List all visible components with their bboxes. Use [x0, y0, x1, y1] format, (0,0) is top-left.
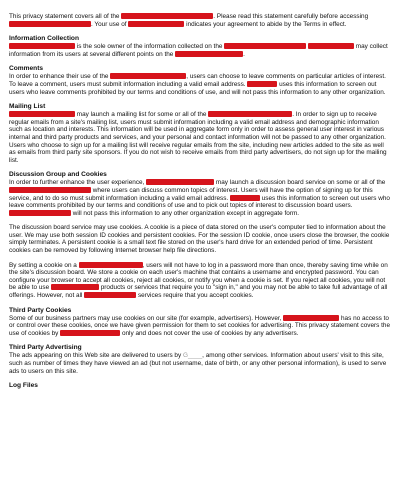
redaction-mark [230, 195, 260, 201]
redaction-mark [9, 187, 91, 193]
section-information-collection [9, 35, 390, 58]
redaction-mark [9, 43, 75, 49]
redaction-mark [146, 179, 214, 185]
cookies-paragraph [9, 224, 390, 254]
section-body: is the sole owner of the information collected on the may collect information from its users at several different points on the . [9, 43, 388, 58]
intro-paragraph [9, 13, 390, 28]
redaction-mark [128, 21, 184, 27]
section-third-party-cookies [9, 307, 390, 338]
section-body: The discussion board service may use cookies. A cookie is a piece of data stored on the user's computer tied to information about the user. We may use both session ID cookies and persistent cookies. For the session ID cookie, once users close the browser, the cookie simply terminates. A persistent cookie is a small text file stored on the user's hard drive for an extended period of time. Persistent cookies can be removed by following Internet browser help file directions. [9, 224, 390, 255]
redaction-mark [308, 43, 354, 49]
redaction-mark [84, 292, 136, 298]
section-body: The ads appearing on this Web site are delivered to users by G____, among other services. Information about users' visit to this site, such as number of times they have viewed an ad (but not username, date of birth, or any other personal information), is used to serve ads to users on this site. [9, 352, 387, 375]
redaction-mark [283, 315, 339, 321]
section-heading: Third Party Advertising [9, 344, 82, 352]
redaction-mark [79, 262, 143, 268]
section-log-files [9, 382, 390, 390]
section-heading: Mailing List [9, 103, 46, 111]
redaction-mark [121, 13, 213, 19]
redaction-mark [9, 111, 75, 117]
blurred-provider-name: G____ [182, 352, 203, 360]
section-heading: Information Collection [9, 35, 79, 43]
redaction-mark [60, 330, 120, 336]
section-body: Some of our business partners may use cookies on our site (for example, advertisers). However, has no access to or control over these cookies, once we have given permission for them to set cookies for advertising. This privacy statement covers the use of cookies by only and does not cover the use of cookies by any advertisers. [9, 314, 391, 337]
section-heading: Log Files [9, 382, 38, 390]
redaction-mark [247, 81, 277, 87]
section-body: By setting a cookie on a , users will not have to log in a password more than once, thereby saving time while on the site's discussion board. We store a cookie on each user's machine that contains a username and encrypted password. You can configure your browser to accept all cookies, reject all cookies, or notify you when a cookie is set. If you reject all cookies, you will not be able to use products or services that require you to "sign in," and you may not be able to take full advantage of all offerings. However, not all services require that you accept cookies. [9, 261, 388, 300]
section-body: In order to enhance their use of the , users can choose to leave comments on particular articles of interest. To leave a comment, users must submit information including a valid email address. uses this information to screen out users who leave comments prohibited by our terms and conditions of use, and will not pass this information to any other organization. [9, 73, 386, 96]
section-comments [9, 65, 390, 96]
section-body: may launch a mailing list for some or all of the . In order to sign up to receive regular emails from a site's mailing list, users must submit information including a valid email address and demographic information such as location and interests. This information will be used in aggregate form only in order to assess general user interest in various internal and third party products and services, and your personal and contact information will not be passed to any other organization. Users who choose to sign up for a mailing list will receive regular emails from the site, including new articles added to the site as well as emails from third party site sponsors. If you do not wish to receive emails from third party advertisers, do not sign up for the mailing list. [9, 111, 387, 164]
redaction-mark [9, 210, 71, 216]
redaction-mark [51, 284, 99, 290]
section-heading: Third Party Cookies [9, 306, 72, 314]
section-heading: Comments [9, 65, 44, 73]
redaction-mark [224, 43, 306, 49]
intro-text: This privacy statement covers all of the . Please read this statement carefully before accessing . Your use of indicates your agreement to abide by the Terms in effect. [9, 13, 369, 28]
section-third-party-advertising [9, 344, 390, 375]
section-body: In order to further enhance the user experience, may launch a discussion board service on some or all of the where users can discuss common topics of interest. Users will have the option of signing up for this service, and to do so must submit information including a valid email address. uses this information to screen out users who leave comments prohibited by our terms and conditions of use and to pick out topics of interest to discussion board users. will not pass this information to any other organization except in aggregate form. [9, 179, 390, 217]
section-mailing-list [9, 103, 390, 164]
redaction-mark [110, 73, 186, 79]
section-discussion-group [9, 171, 390, 217]
redaction-mark [175, 51, 243, 57]
cookie-login-paragraph [9, 262, 390, 300]
redaction-mark [9, 21, 91, 27]
section-heading: Discussion Group and Cookies [9, 171, 107, 179]
redaction-mark [208, 111, 292, 117]
